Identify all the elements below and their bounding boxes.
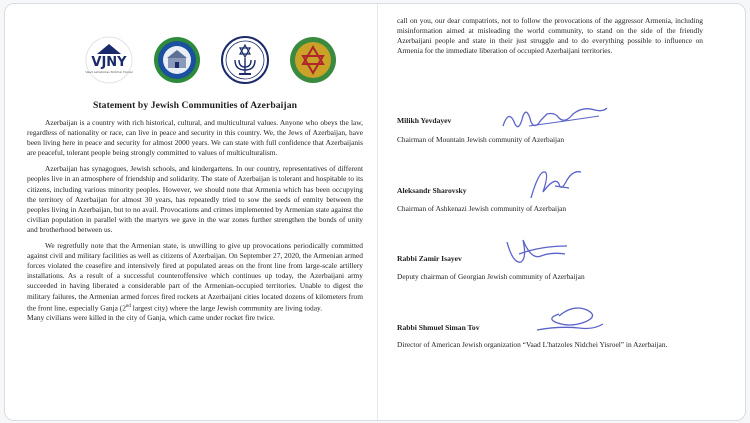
paragraph-2: Azerbaijan has synagogues, Jewish schools, and kindergartens. In our country, representatives of different peoples live in an atmosphere of friendship and solidarity. The state of Azerbaijan is tolerant and hospitable to its citizens, including various minority peoples. However, we should note that Armenia which has been occupying the territory of Azerbaijan for almost 30 years, has repeatedly tried to sow the seeds of enmity between the peoples living in Azerbaijan, but to no avail. Provocations and crimes implemented by Armenian state against the civilian population in parallel with the martyrs we gave in the war zones further strengthen the bonds of unity and brotherhood between us.	[27, 164, 363, 234]
signature-4	[529, 302, 609, 336]
signature-3	[501, 234, 571, 270]
paragraph-1: Azerbaijan is a country with rich historical, cultural, and multicultural values. Anyone who obeys the law, regardless of nationality or race, can live in peace and security in this country. We, the Jews of Azerbaijan, have been living here in peace and security for almost 2000 years. We can state with full confidence that Azerbaijanis are peaceful, tolerant people being strongly committed to values of multiculturalism.	[27, 118, 363, 158]
paragraph-3-text: We regretfully note that the Armenian state, is unwilling to give up provocations periodically committed against civil and military facilities as well as citizens of Azerbaijan. On September 27, 2020, the Armenian armed forces violated the ceasefire and intensively fired at populated areas on the front line from large-scale artillery installations. As a result of a successful counteroffensive which continues up today, the Azerbaijani army succeeded in having liberated a considerable part of the Armenian-occupied territories. Unable to digest the military failures, the Armenian armed forces fired rockets at Azerbaijani cities located dozens of kilometers from the front line, especially Ganja (2	[27, 241, 363, 313]
signature-2	[525, 166, 585, 204]
signatory-name-3: Rabbi Zamir Isayev	[397, 254, 462, 263]
paragraph-3	[27, 241, 363, 313]
document-viewer	[4, 3, 746, 421]
paragraph-4: Many civilians were killed in the city of Ganja, which came under rocket fire twice.	[27, 313, 275, 323]
signatory-role-4: Director of American Jewish organization “Vaad L'hatzoles Nidchei Yisroel” in Azerbaijan.	[397, 340, 668, 349]
signatory-role-1: Chairman of Mountain Jewish community of Azerbaijan	[397, 135, 565, 144]
statement-body	[27, 118, 363, 329]
ordinal-superscript: nd	[125, 303, 131, 309]
signatory-role-3: Deputy chairman of Georgian Jewish community of Azerbaijan	[397, 272, 585, 281]
vjny-logo	[85, 36, 133, 84]
signatory-role-2: Chairman of Ashkenazi Jewish community of Azerbaijan	[397, 204, 567, 213]
star-of-david-logo	[289, 36, 337, 84]
signature-1	[499, 102, 609, 136]
page-divider	[377, 4, 378, 420]
left-page	[27, 4, 363, 420]
signatory-name-2: Aleksandr Sharovsky	[397, 186, 467, 195]
signatory-name-1: Milikh Yevdayev	[397, 116, 452, 125]
menorah-star-logo	[221, 36, 269, 84]
closing-paragraph: call on you, our dear compatriots, not to follow the provocations of the aggressor Armenia, including misinformation aimed at misleading the world community, to stand on the side of the friendly Azerbaijani people and state in their just struggle and to do everything possible to influence on Armenia for the immediate liberation of occupied Azerbaijani territories.	[397, 16, 703, 56]
synagogue-emblem-logo	[153, 36, 201, 84]
logo-row	[85, 36, 345, 88]
paragraph-3-tail: largest city) where the large Jewish community are living today.	[130, 303, 323, 313]
right-page	[397, 4, 717, 420]
vjny-logo-caption: Vaad Lehatzolas Nidchei Yisroel	[85, 70, 133, 74]
vjny-logo-label: VJNY	[91, 55, 127, 70]
signatory-name-4: Rabbi Shmuel Siman Tov	[397, 323, 480, 332]
statement-title: Statement by Jewish Communities of Azerbaijan	[92, 100, 298, 111]
